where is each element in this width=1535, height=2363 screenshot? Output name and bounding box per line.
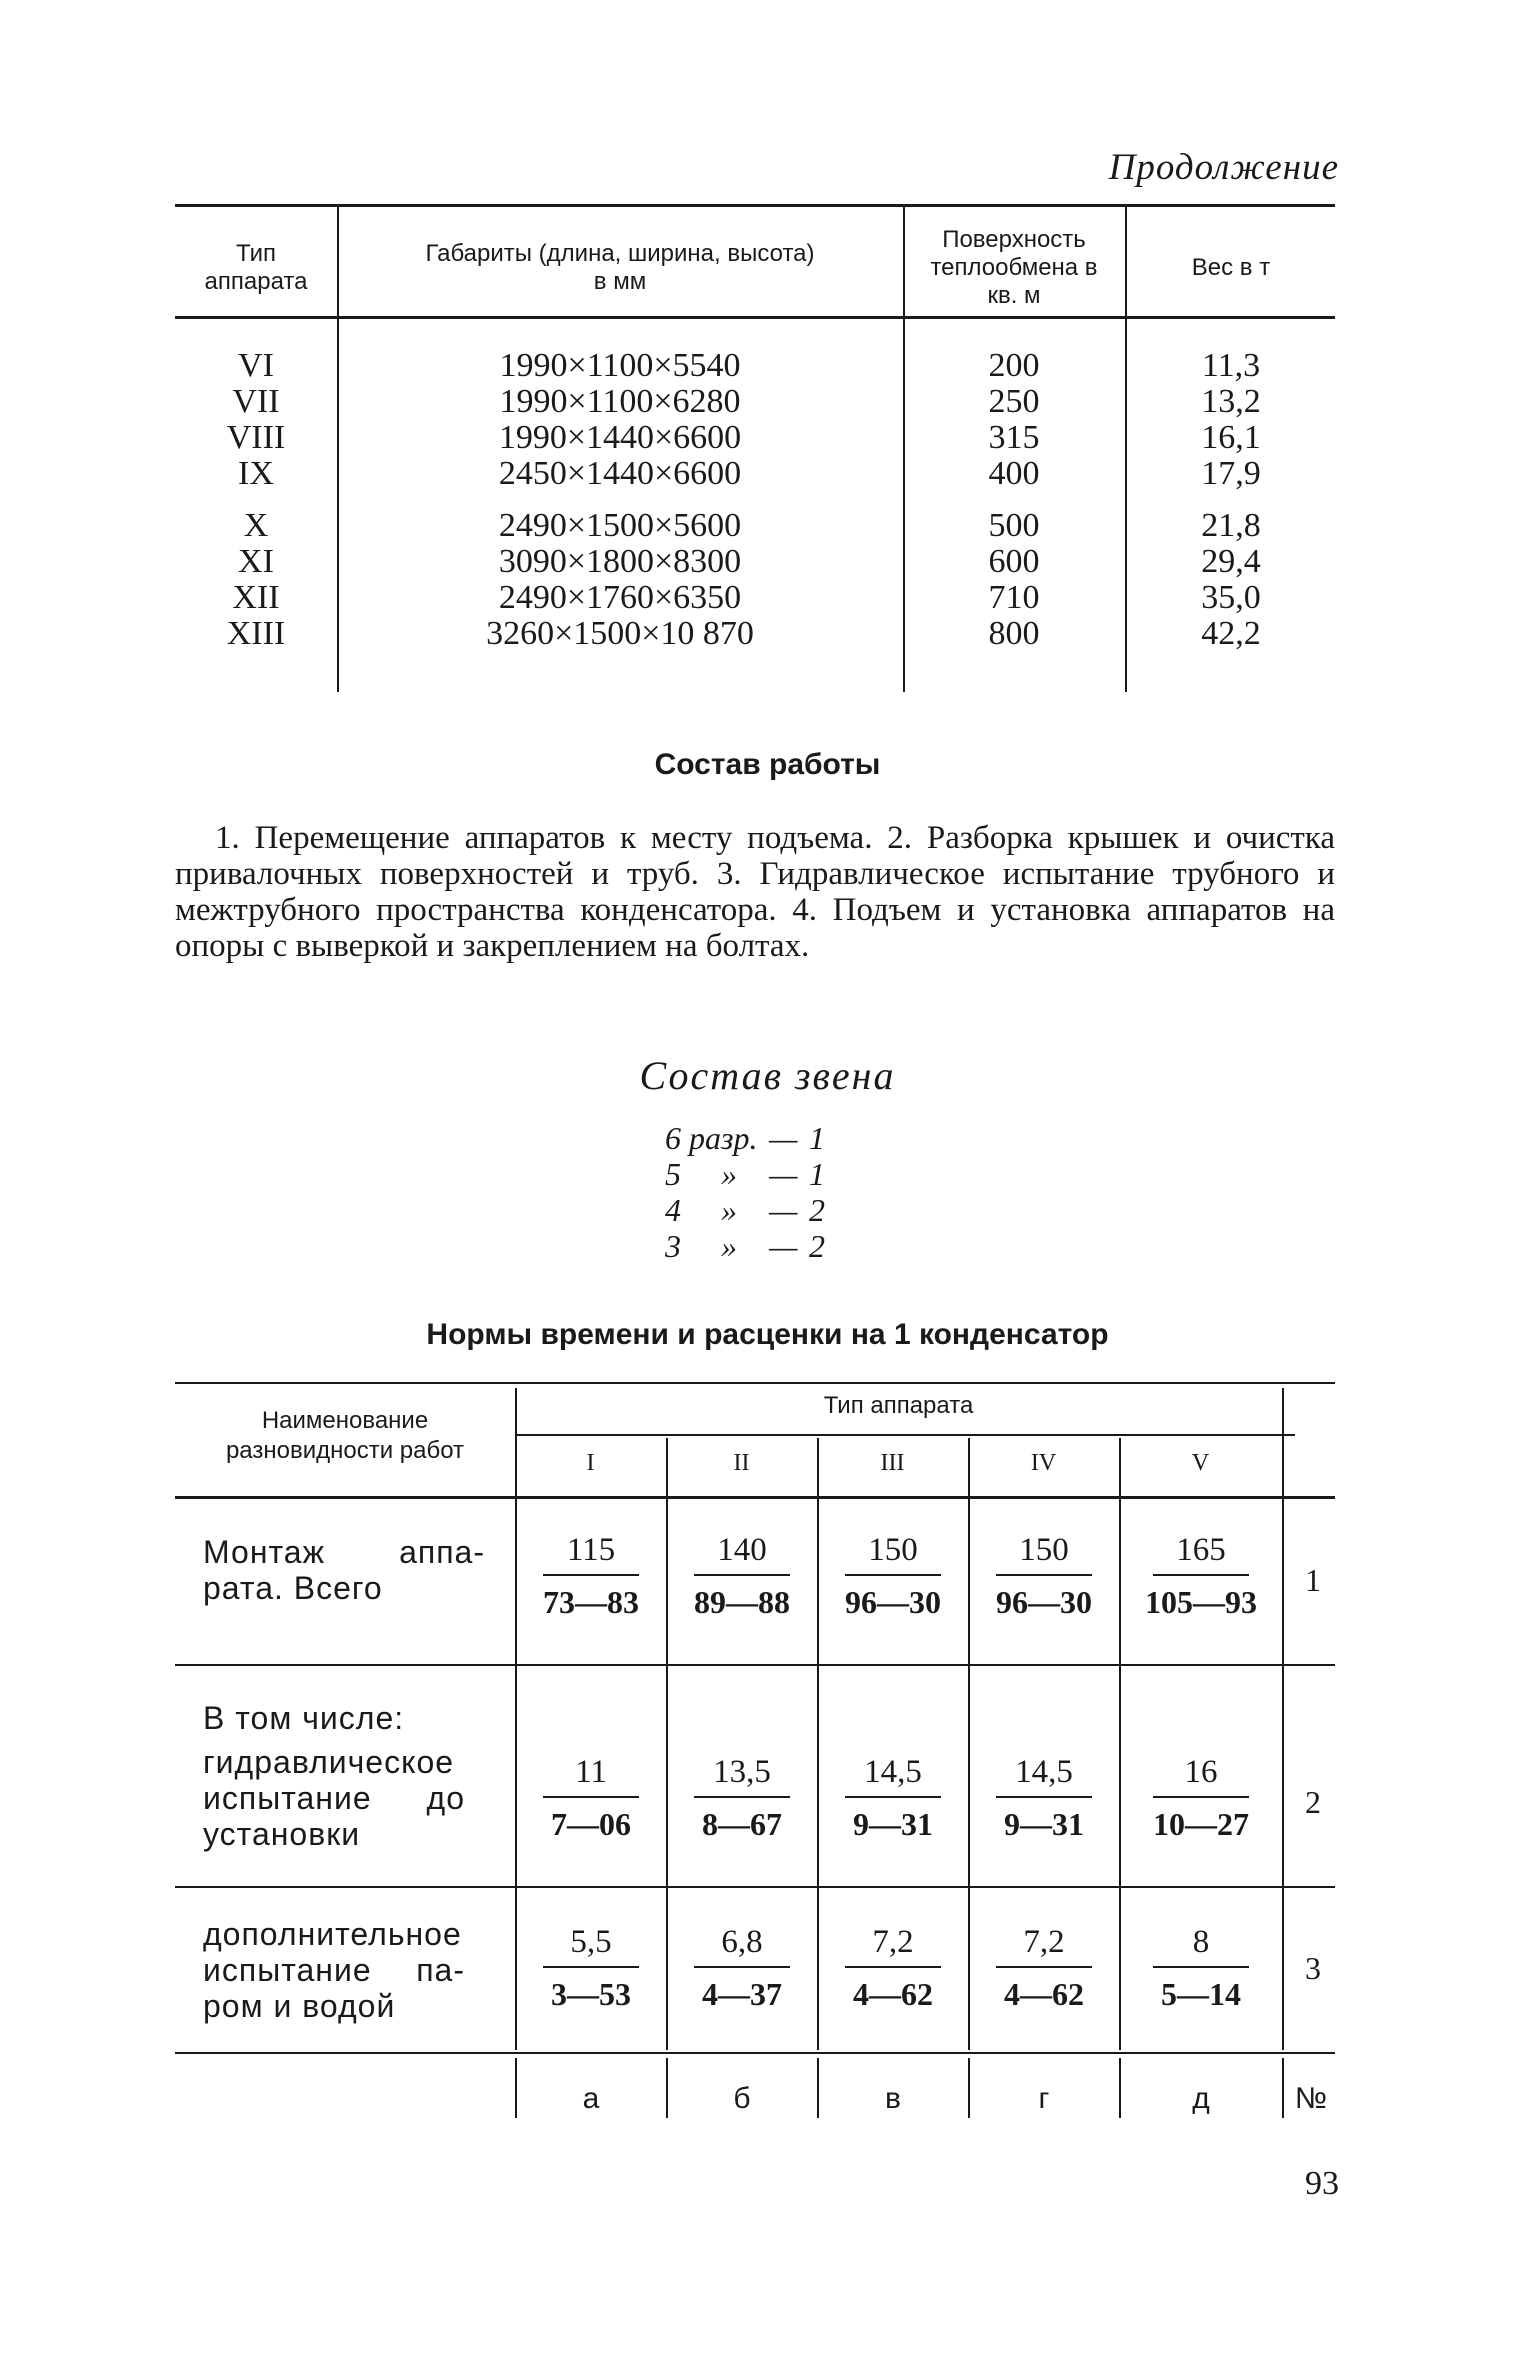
crew-row: 3 » — 2 xyxy=(665,1228,825,1264)
table-top-rule xyxy=(175,1382,1335,1384)
work-composition-text: 1. Перемещение аппаратов к месту подъема. 2. Разборка крышек и очистка привалочных поверхностей и труб. 3. Гидравлическое испытание трубного и межтрубного пространства конденсатора. 4. Подъем и установка аппаратов на опоры с выверкой и закреплением на болтах. xyxy=(175,820,1335,964)
header-weight: Вес в т xyxy=(1191,254,1271,281)
cell: 710 xyxy=(988,579,1040,616)
dimensions-column xyxy=(339,348,901,652)
crew-list xyxy=(665,1120,825,1264)
norm-cell: 16 10—27 xyxy=(1153,1754,1249,1842)
area-column xyxy=(905,348,1123,652)
cell: 29,4 xyxy=(1201,543,1261,580)
cell: 600 xyxy=(988,543,1040,580)
cell: X xyxy=(243,507,269,544)
column-letter: в xyxy=(885,2082,901,2115)
crew-row: 4 » — 2 xyxy=(665,1192,825,1228)
header-dimensions: Габариты (длина, ширина, высота) в мм xyxy=(425,240,815,295)
norm-cell: 150 96—30 xyxy=(845,1532,941,1620)
norm-cell: 115 73—83 xyxy=(543,1532,639,1620)
cell: 400 xyxy=(988,455,1040,492)
column-divider xyxy=(1282,1388,1284,2050)
cell: 800 xyxy=(988,615,1040,652)
norm-cell: 150 96—30 xyxy=(996,1532,1092,1620)
row-divider xyxy=(175,1664,1335,1666)
continuation-label: Продолжение xyxy=(1108,147,1339,188)
work-composition-heading: Состав работы xyxy=(654,748,881,781)
header-type: Тип аппарата xyxy=(823,1392,974,1419)
cell: 16,1 xyxy=(1201,419,1261,456)
footer-divider xyxy=(1119,2058,1121,2118)
norm-cell: 165 105—93 xyxy=(1145,1532,1257,1620)
cell: 200 xyxy=(988,347,1040,384)
cell: 35,0 xyxy=(1201,579,1261,616)
cell: XII xyxy=(232,579,280,616)
type-subheader-rule xyxy=(515,1434,1295,1436)
cell: 42,2 xyxy=(1201,615,1261,652)
cell: 2490×1500×5600 xyxy=(498,507,742,544)
cell: 1990×1100×5540 xyxy=(499,347,741,384)
column-letter: а xyxy=(582,2082,600,2115)
crew-heading: Состав звена xyxy=(639,1053,896,1098)
norm-cell: 14,5 9—31 xyxy=(969,1752,1119,1844)
column-letter: г xyxy=(1038,2082,1050,2115)
norm-cell: 7,2 4—62 xyxy=(969,1922,1119,2014)
norm-cell: 11 7—06 xyxy=(516,1752,666,1844)
row-name: дополнительное испытание па- ром и водой xyxy=(203,1916,465,2024)
cell: 11,3 xyxy=(1201,347,1261,384)
type-column xyxy=(175,348,337,652)
type-label: V xyxy=(1191,1450,1210,1476)
type-label: I xyxy=(586,1450,595,1476)
cell: 2490×1760×6350 xyxy=(498,579,742,616)
crew-row: 5 » — 1 xyxy=(665,1156,825,1192)
norm-cell: 13,5 8—67 xyxy=(667,1752,817,1844)
column-letter: д xyxy=(1192,2082,1210,2115)
norm-cell: 14,5 9—31 xyxy=(818,1752,968,1844)
cell: 13,2 xyxy=(1201,383,1261,420)
column-divider xyxy=(1119,1438,1121,2050)
table-header-rule xyxy=(175,1496,1335,1499)
cell: 250 xyxy=(988,383,1040,420)
table-top-rule xyxy=(175,204,1335,207)
type-label: III xyxy=(880,1450,905,1476)
cell: 315 xyxy=(988,419,1040,456)
cell: VII xyxy=(232,383,280,420)
footer-divider xyxy=(1282,2058,1284,2118)
row-number: 1 xyxy=(1305,1562,1321,1598)
cell: 1990×1100×6280 xyxy=(499,383,741,420)
header-work-name: Наименование разновидности работ xyxy=(225,1407,465,1464)
weight-column xyxy=(1127,348,1335,652)
row-divider xyxy=(175,1886,1335,1888)
cell: 3260×1500×10 870 xyxy=(486,615,754,652)
type-label: IV xyxy=(1030,1450,1057,1476)
header-area: Поверхность теплообмена в кв. м xyxy=(930,226,1098,309)
crew-row: 6 разр. — 1 xyxy=(665,1120,825,1156)
row-number: 2 xyxy=(1305,1784,1321,1820)
norm-cell: 5,5 3—53 xyxy=(516,1922,666,2014)
cell: 17,9 xyxy=(1201,455,1261,492)
column-letter: б xyxy=(733,2082,751,2115)
cell: VIII xyxy=(226,419,286,456)
norms-table xyxy=(175,1382,1335,2132)
norm-cell: 140 89—88 xyxy=(694,1532,790,1620)
apparatus-dimensions-table xyxy=(175,200,1335,692)
norm-cell: 7,2 4—62 xyxy=(818,1922,968,2014)
cell: XI xyxy=(238,543,274,580)
row-number: 3 xyxy=(1305,1950,1321,1986)
cell: XIII xyxy=(226,615,286,652)
cell: IX xyxy=(238,455,274,492)
row-name: В том числе: гидравлическое испытание до установки xyxy=(203,1700,465,1852)
header-type: Тип аппарата xyxy=(204,240,308,295)
norm-cell: 6,8 4—37 xyxy=(667,1922,817,2014)
cell: 500 xyxy=(988,507,1040,544)
column-number-sign: № xyxy=(1294,2082,1328,2115)
type-label: II xyxy=(733,1450,750,1476)
norms-heading: Нормы времени и расценки на 1 конденсатор xyxy=(426,1318,1109,1351)
cell: VI xyxy=(238,347,274,384)
row-divider xyxy=(175,2052,1335,2054)
cell: 2450×1440×6600 xyxy=(498,455,742,492)
cell: 1990×1440×6600 xyxy=(498,419,742,456)
cell: 21,8 xyxy=(1201,507,1261,544)
norm-cell: 8 5—14 xyxy=(1126,1922,1276,2014)
cell: 3090×1800×8300 xyxy=(498,543,742,580)
page-number: 93 xyxy=(1305,2165,1339,2202)
row-name: Монтаж аппа- рата. Всего xyxy=(203,1534,485,1606)
